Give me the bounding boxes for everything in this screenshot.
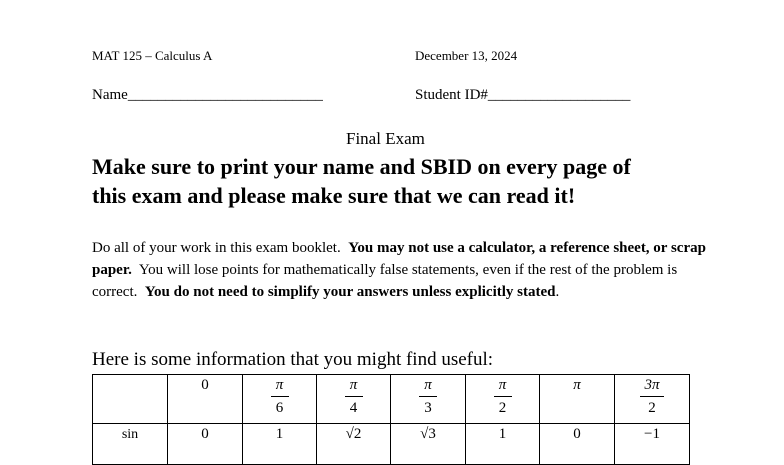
sin-cell [243, 424, 317, 465]
table-intro: Here is some information that you might find useful: [92, 349, 494, 370]
sin-value: 1 [275, 426, 284, 442]
angle-text: 0 [201, 377, 209, 393]
sin-cell [615, 424, 690, 465]
instructions-text-2: You will lose points for mathematically false statements, even if the rest of the problem is correct. [92, 262, 678, 300]
angle-numerator: π [498, 377, 507, 393]
angle-cell [243, 375, 317, 424]
exam-date: December 13, 2024 [415, 48, 518, 63]
headline-line-1: Make sure to print your name and SBID on every page of [92, 154, 631, 179]
sin-cell [317, 424, 391, 465]
angle-row [93, 375, 690, 424]
angle-numerator: π [275, 377, 284, 393]
angle-cell [168, 375, 243, 424]
angle-denominator: 2 [498, 400, 507, 416]
angle-cell [466, 375, 540, 424]
row-label-cell [93, 424, 168, 465]
course-label: MAT 125 – Calculus A [92, 48, 213, 63]
headline [92, 152, 631, 210]
sin-value: 0 [573, 426, 581, 442]
angle-numerator: 3π [644, 377, 660, 393]
angle-cell [317, 375, 391, 424]
fraction-bar [345, 396, 363, 397]
fraction-bar [494, 396, 512, 397]
exam-title: Final Exam [346, 129, 425, 148]
angle-denominator: 2 [648, 400, 656, 416]
angle-fraction [494, 377, 512, 417]
instructions-paragraph [92, 237, 712, 303]
sin-cell [466, 424, 540, 465]
angle-numerator: π [424, 377, 432, 393]
angle-numerator: π [349, 377, 358, 393]
sin-cell [540, 424, 615, 465]
student-id-label: Student ID# [415, 87, 488, 103]
fraction-bar [271, 396, 289, 397]
sin-label: sin [121, 427, 139, 442]
sin-value: −1 [644, 426, 660, 442]
angle-fraction [271, 377, 289, 417]
angle-denominator: 4 [349, 400, 358, 416]
headline-line-2: this exam and please make sure that we can read it! [92, 183, 576, 208]
sin-cell [168, 424, 243, 465]
sin-value: 0 [201, 426, 209, 442]
angle-fraction [345, 377, 363, 417]
sin-row [93, 424, 690, 465]
angle-cell [391, 375, 466, 424]
sin-cell [391, 424, 466, 465]
name-field[interactable] [92, 87, 323, 104]
student-id-field[interactable] [415, 87, 630, 104]
student-id-blank-line[interactable]: ___________________ [487, 87, 631, 103]
instructions-text-1: Do all of your work in this exam booklet. [92, 240, 341, 256]
angle-denominator: 3 [424, 400, 432, 416]
sin-value: 1 [498, 426, 507, 442]
angle-fraction [419, 377, 437, 417]
angle-fraction [640, 377, 664, 417]
angle-cell [615, 375, 690, 424]
sin-value: √2 [345, 426, 362, 442]
sin-value: √3 [420, 426, 436, 442]
fraction-bar [419, 396, 437, 397]
instructions-bold-2: You do not need to simplify your answers unless explicitly stated [144, 284, 556, 300]
instructions-end: . [555, 284, 560, 300]
name-blank-line[interactable]: __________________________ [127, 87, 323, 103]
angle-denominator: 6 [275, 400, 284, 416]
name-label: Name [92, 87, 128, 103]
fraction-bar [640, 396, 664, 397]
trig-values-table [92, 374, 690, 465]
angle-cell [540, 375, 615, 424]
corner-cell [93, 375, 168, 424]
angle-text: π [573, 377, 581, 393]
instructions-bold-1: You may not use a calculator, a reference sheet, or scrap paper. [92, 240, 706, 278]
